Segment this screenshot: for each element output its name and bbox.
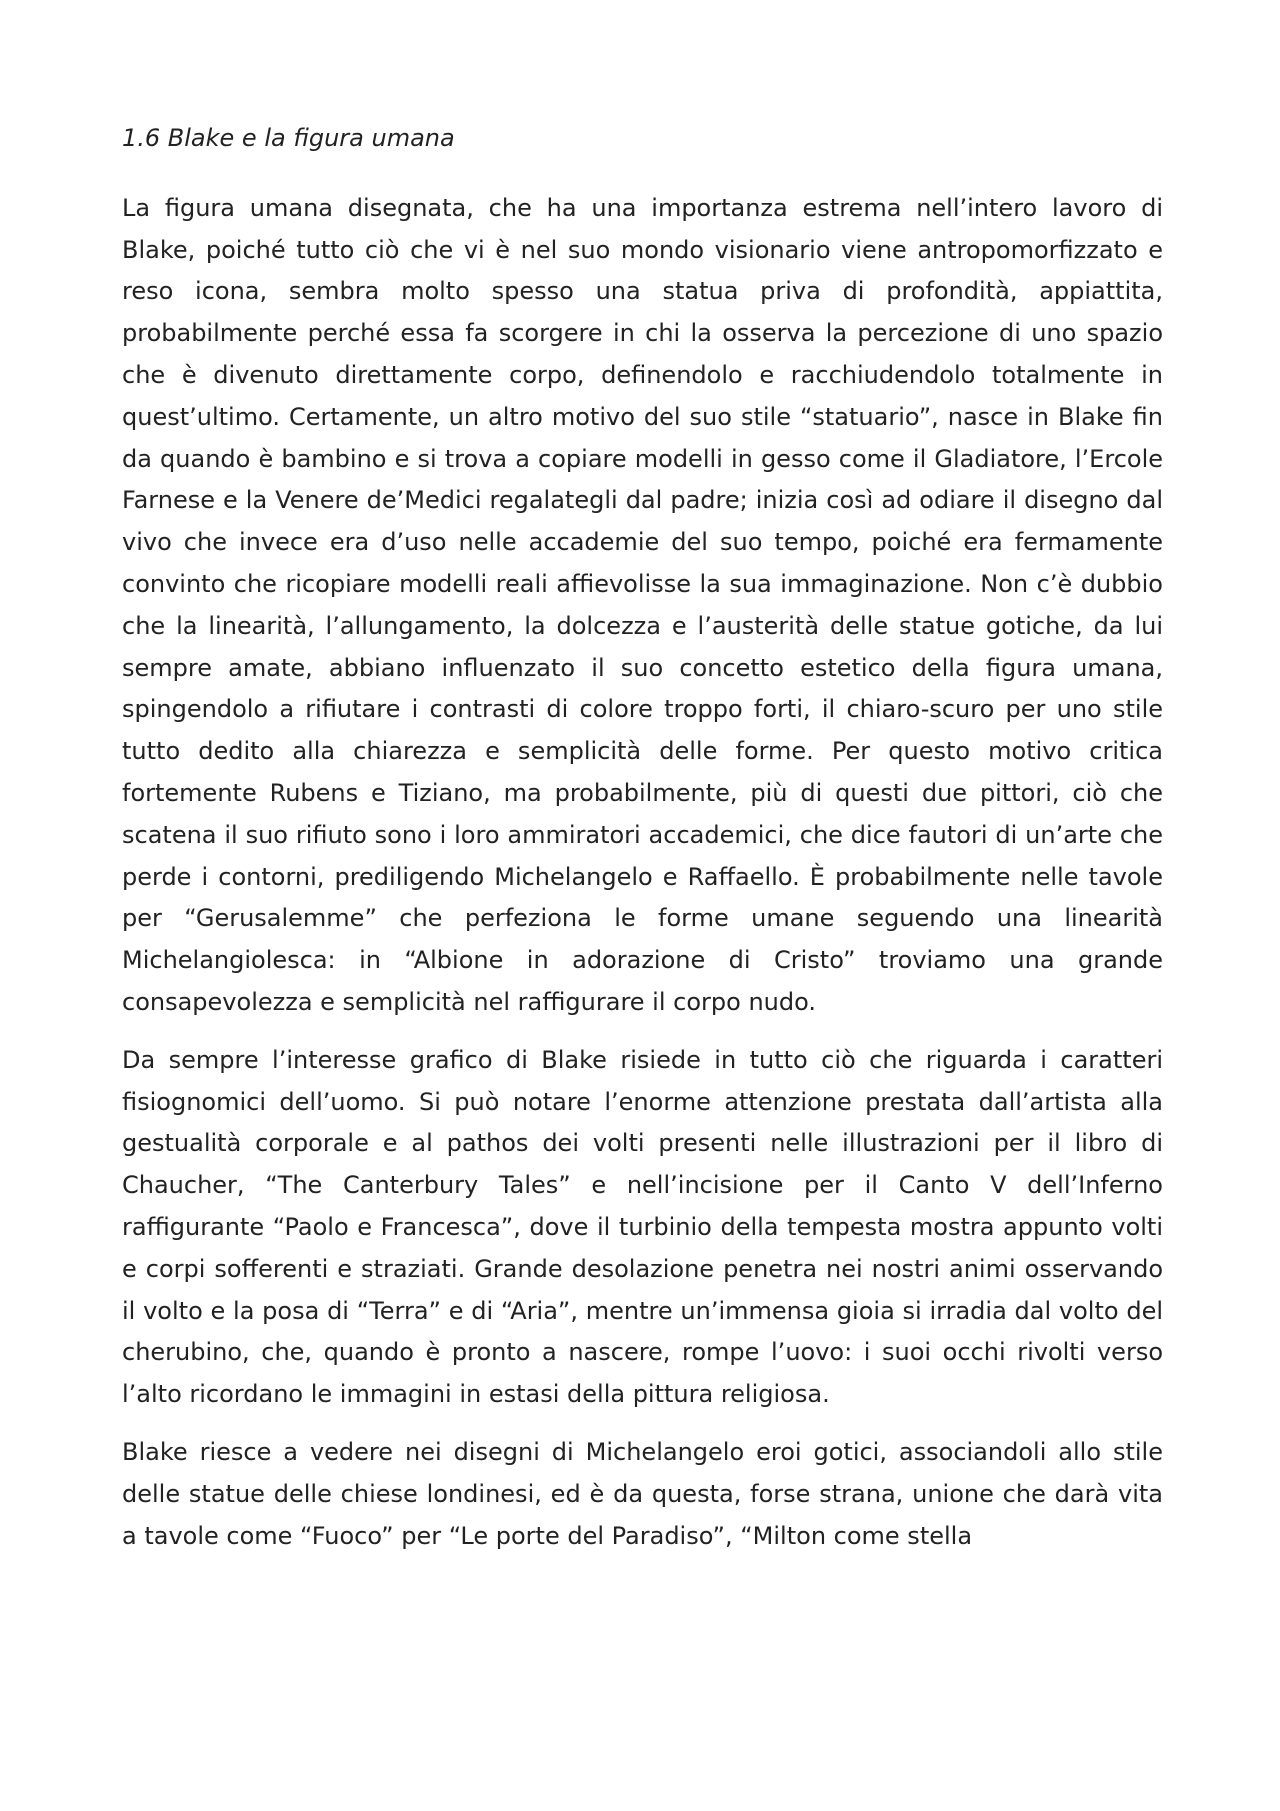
paragraph-1: La figura umana disegnata, che ha una importanza estrema nell’intero lavoro di Blake, poiché tutto ciò che vi è nel suo mondo visionario viene antropomorfizzato e reso icona, sembra molto spesso una statua priva di profondità, appiattita, probabilmente perché essa fa scorgere in chi la osserva la percezione di uno spazio che è divenuto direttamente corpo, definendolo e racchiudendolo totalmente in quest’ultimo. Certamente, un altro motivo del suo stile “statuario”, nasce in Blake fin da quando è bambino e si trova a copiare modelli in gesso come il Gladiatore, l’Ercole Farnese e la Venere de’Medici regalategli dal padre; inizia così ad odiare il disegno dal vivo che invece era d’uso nelle accademie del suo tempo, poiché era fermamente convinto che ricopiare modelli reali affievolisse la sua immaginazione. Non c’è dubbio che la linearità, l’allungamento, la dolcezza e l’austerità delle statue gotiche, da lui sempre amate, abbiano influenzato il suo concetto estetico della figura umana, spingendolo a rifiutare i contrasti di colore troppo forti, il chiaro-scuro per uno stile tutto dedito alla chiarezza e semplicità delle forme. Per questo motivo critica fortemente Rubens e Tiziano, ma probabilmente, più di questi due pittori, ciò che scatena il suo rifiuto sono i loro ammiratori accademici, che dice fautori di un’arte che perde i contorni, prediligendo Michelangelo e Raffaello. È probabilmente nelle tavole per “Gerusalemme” che perfeziona le forme umane seguendo una linearità Michelangiolesca: in “Albione in adorazione di Cristo” troviamo una grande consapevolezza e semplicità nel raffigurare il corpo nudo. [122, 193, 1163, 1016]
paragraph-2: Da sempre l’interesse grafico di Blake risiede in tutto ciò che riguarda i caratteri fisiognomici dell’uomo. Si può notare l’enorme attenzione prestata dall’artista alla gestualità corporale e al pathos dei volti presenti nelle illustrazioni per il libro di Chaucher, “The Canterbury Tales” e nell’incisione per il Canto V dell’Inferno raffigurante “Paolo e Francesca”, dove il turbinio della tempesta mostra appunto volti e corpi sofferenti e straziati. Grande desolazione penetra nei nostri animi osservando il volto e la posa di “Terra” e di “Aria”, mentre un’immensa gioia si irradia dal volto del cherubino, che, quando è pronto a nascere, rompe l’uovo: i suoi occhi rivolti verso l’alto ricordano le immagini in estasi della pittura religiosa. [122, 1045, 1163, 1409]
section-heading: 1.6 Blake e la figura umana [122, 124, 455, 152]
document-body [122, 118, 1163, 1573]
paragraph-3: Blake riesce a vedere nei disegni di Michelangelo eroi gotici, associandoli allo stile delle statue delle chiese londinesi, ed è da questa, forse strana, unione che darà vita a tavole come “Fuoco” per “Le porte del Paradiso”, “Milton come stella [122, 1437, 1163, 1550]
